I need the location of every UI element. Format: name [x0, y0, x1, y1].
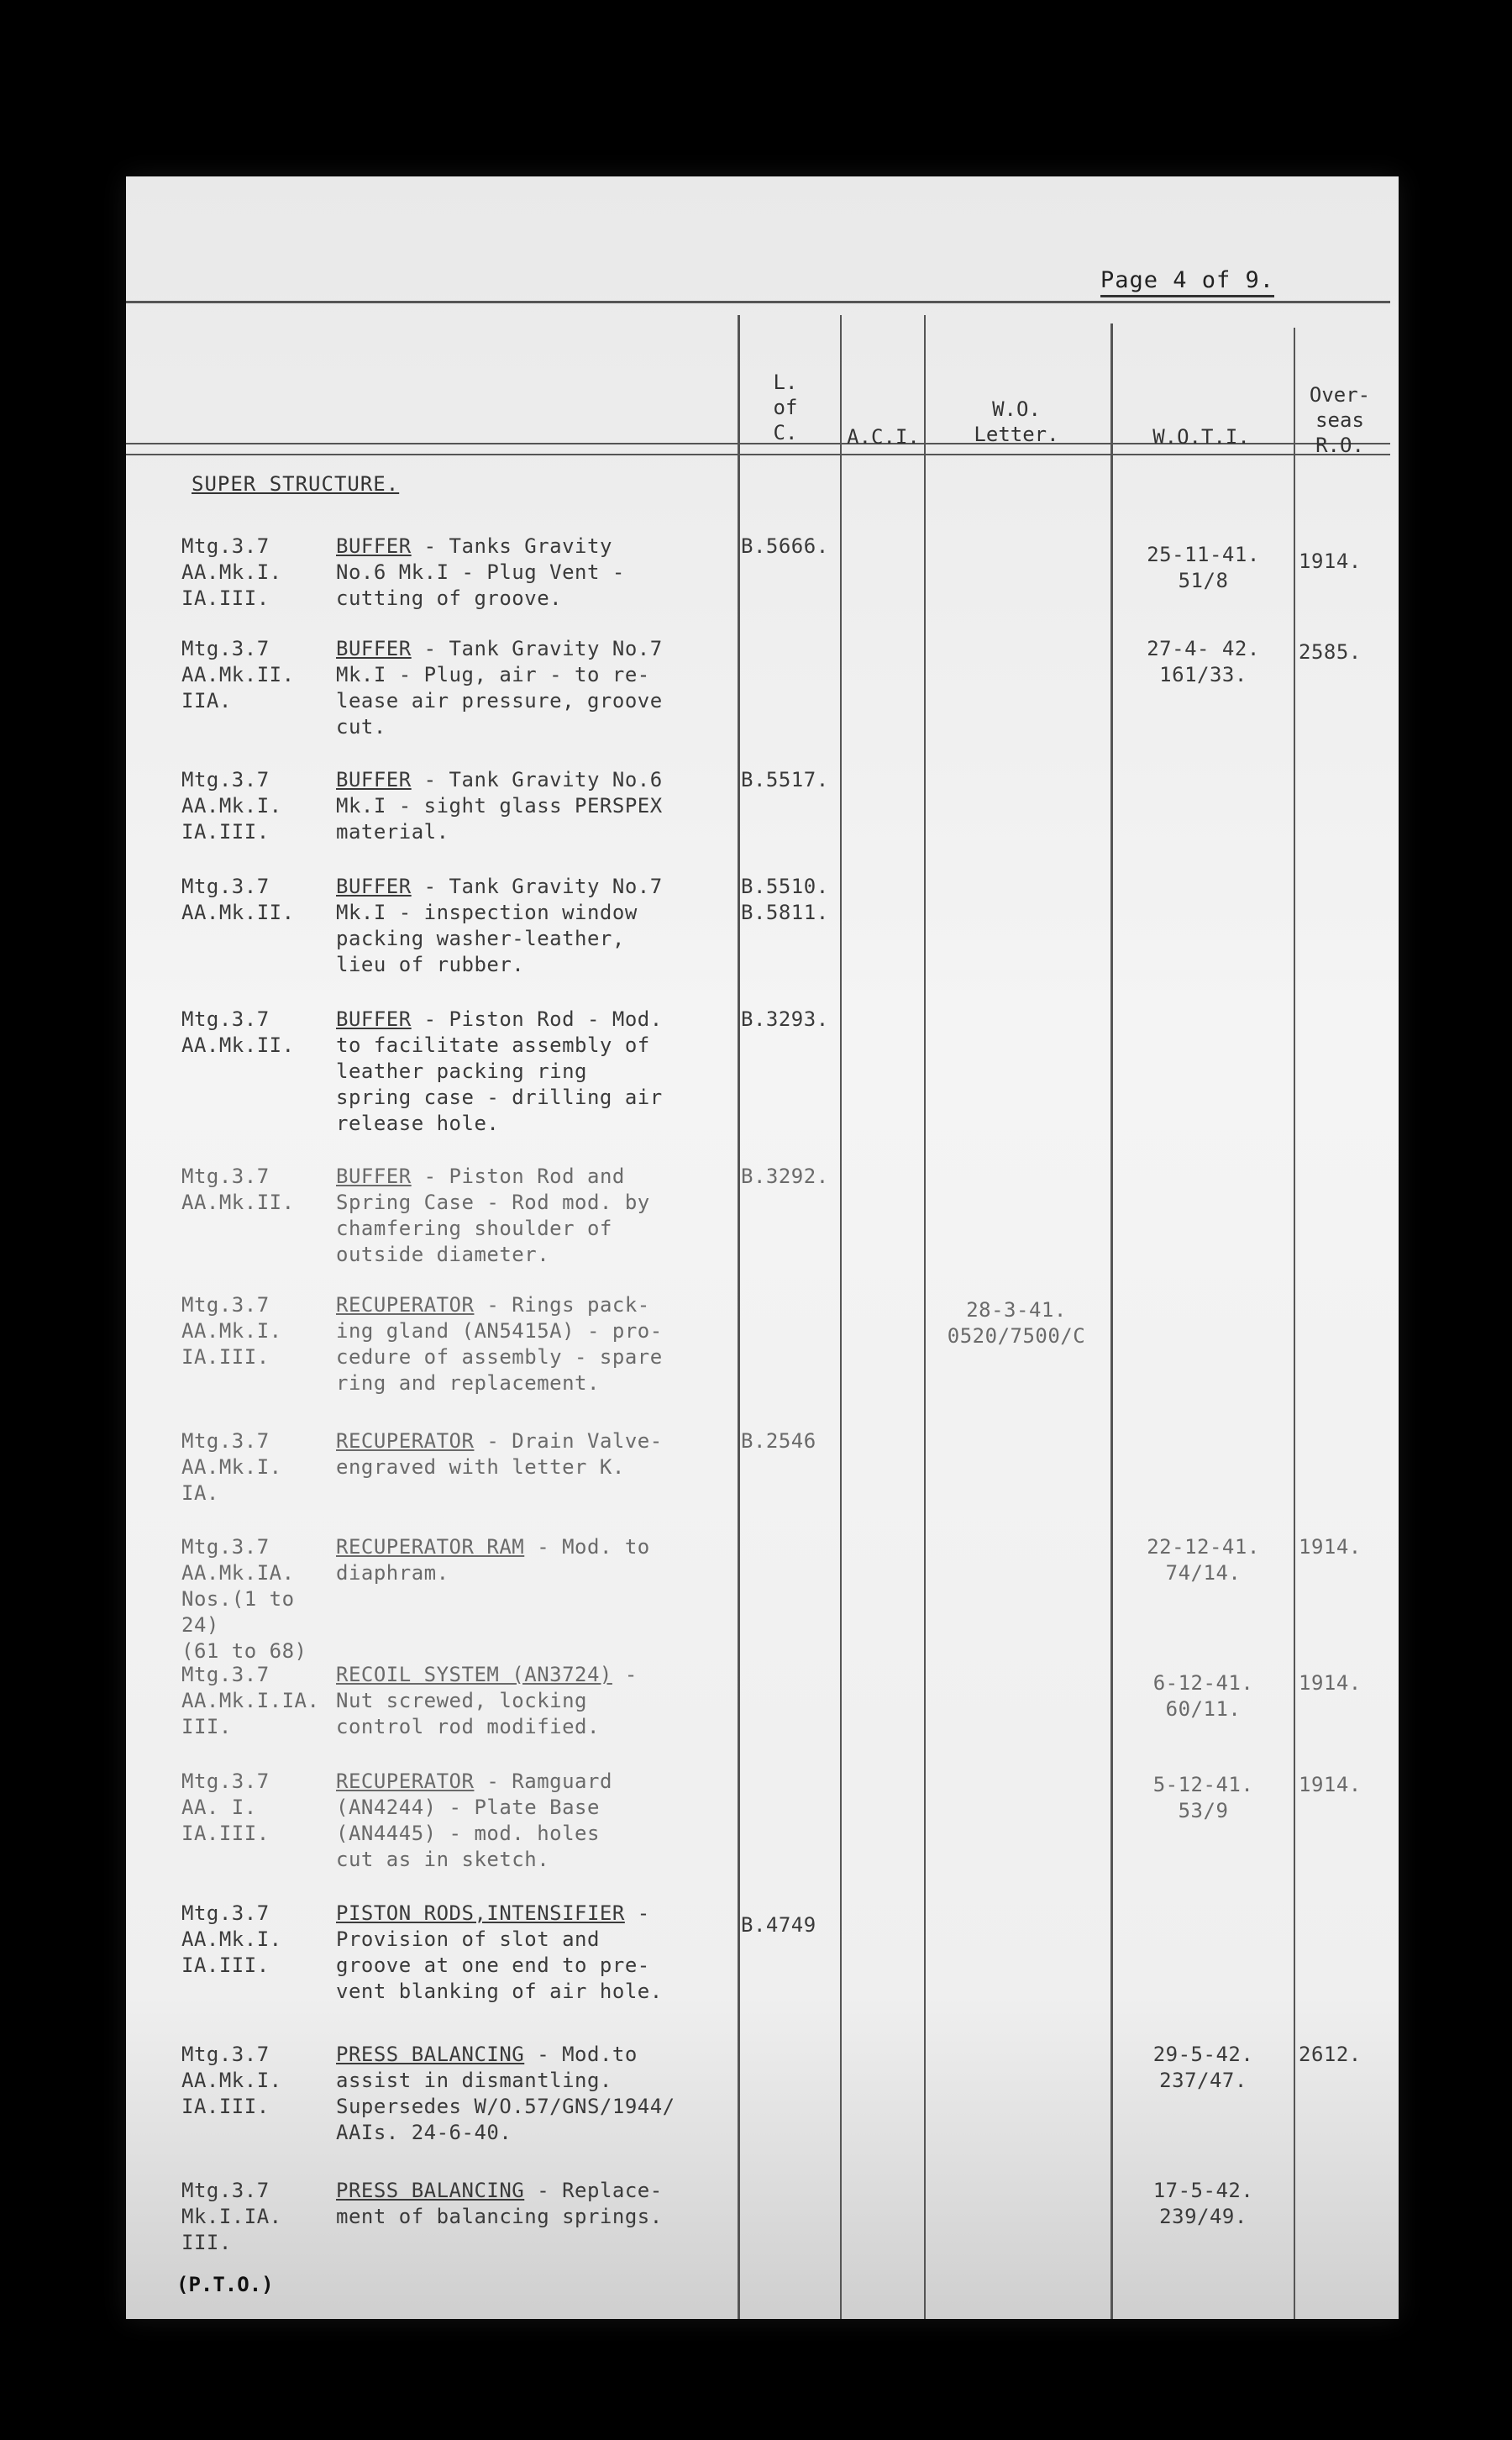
description-text: - Tanks Gravity No.6 Mk.I - Plug Vent - cutting of groove.	[336, 534, 625, 610]
description	[336, 1292, 731, 1396]
woti: 17-5-42. 239/49.	[1152, 2179, 1254, 2228]
description-text: - Mod.to assist in dismantling. Supersedes W/O.57/GNS/1944/ AAIs. 24-6-40.	[336, 2043, 675, 2144]
mounting: Mtg.3.7 AA.Mk.I. IA.III.	[181, 534, 282, 610]
description-text: - Tank Gravity No.7 Mk.I - inspection window packing washer-leather, lieu of rubber.	[336, 875, 663, 976]
description-heading: RECUPERATOR RAM	[336, 1535, 525, 1559]
header-rule-2	[126, 454, 1390, 455]
description	[336, 1164, 731, 1268]
wo-letter: 28-3-41. 0520/7500/C	[947, 1298, 1086, 1348]
top-rule	[126, 301, 1390, 303]
description	[336, 1901, 731, 2005]
mounting: Mtg.3.7 AA.Mk.I. IA.III.	[181, 2043, 282, 2118]
description-text: - Piston Rod and Spring Case - Rod mod. by chamfering shoulder of outside diameter.	[336, 1165, 650, 1266]
description-text: - Mod. to diaphram.	[336, 1535, 650, 1585]
description-text: - Replace- ment of balancing springs.	[336, 2179, 663, 2228]
col-header-overseas-ro: Over- seas R.O.	[1309, 383, 1371, 457]
col-header-aci: A.C.I.	[847, 425, 920, 449]
overseas-ro: 1914.	[1299, 1773, 1362, 1796]
description-text: - Tank Gravity No.7 Mk.I - Plug, air - to re- lease air pressure, groove cut.	[336, 637, 663, 739]
l-of-c: B.5666.	[741, 534, 829, 558]
mounting: Mtg.3.7 AA.Mk.IA. Nos.(1 to 24) (61 to 68)	[181, 1535, 307, 1663]
description-heading: RECOIL SYSTEM (AN3724)	[336, 1663, 612, 1686]
description	[336, 636, 731, 740]
mounting: Mtg.3.7 AA.Mk.II.	[181, 875, 295, 924]
col-rule-4	[1110, 323, 1113, 2319]
l-of-c: B.3292.	[741, 1165, 829, 1188]
woti: 29-5-42. 237/47.	[1152, 2043, 1254, 2092]
description-heading: PRESS BALANCING	[336, 2179, 525, 2202]
l-of-c: B.3293.	[741, 1007, 829, 1031]
l-of-c: B.2546	[741, 1429, 816, 1453]
please-turn-over: (P.T.O.)	[176, 2273, 274, 2296]
woti: 27-4- 42. 161/33.	[1147, 637, 1260, 686]
description	[336, 767, 731, 845]
description	[336, 874, 731, 978]
overseas-ro: 1914.	[1299, 550, 1362, 573]
description-text: - Tank Gravity No.6 Mk.I - sight glass PERSPEX material.	[336, 768, 663, 844]
overseas-ro: 1914.	[1299, 1671, 1362, 1695]
mounting: Mtg.3.7 AA.Mk.I. IA.III.	[181, 768, 282, 844]
l-of-c: B.4749	[741, 1913, 816, 1937]
document-page	[126, 176, 1399, 2319]
description	[336, 1662, 731, 1740]
woti: 25-11-41. 51/8	[1147, 543, 1260, 592]
description-heading: PRESS BALANCING	[336, 2043, 525, 2066]
description-text: - Nut screwed, locking control rod modified.	[336, 1663, 638, 1738]
description-text: - Ramguard (AN4244) - Plate Base (AN4445) - mod. holes cut as in sketch.	[336, 1770, 612, 1871]
description	[336, 1428, 731, 1480]
description-heading: BUFFER	[336, 534, 412, 558]
col-header-wo-letter: W.O. Letter.	[974, 397, 1059, 446]
mounting: Mtg.3.7 AA. I. IA.III.	[181, 1770, 270, 1845]
description	[336, 1769, 731, 1873]
col-rule-1	[738, 315, 740, 2319]
overseas-ro: 2585.	[1299, 640, 1362, 664]
col-header-l-of-c: L. of C.	[773, 371, 798, 444]
description-heading: RECUPERATOR	[336, 1429, 475, 1453]
description-heading: BUFFER	[336, 768, 412, 791]
description-heading: BUFFER	[336, 1165, 412, 1188]
woti: 5-12-41. 53/9	[1152, 1773, 1254, 1822]
description	[336, 1007, 731, 1137]
col-header-woti: W.O.T.I.	[1152, 425, 1250, 449]
l-of-c: B.5517.	[741, 768, 829, 791]
description-text: - Drain Valve- engraved with letter K.	[336, 1429, 663, 1479]
description-heading: RECUPERATOR	[336, 1293, 475, 1317]
mounting: Mtg.3.7 AA.Mk.I. IA.	[181, 1429, 282, 1505]
description-heading: BUFFER	[336, 637, 412, 660]
description-heading: BUFFER	[336, 875, 412, 898]
description	[336, 534, 731, 612]
description-text: - Provision of slot and groove at one end to pre- vent blanking of air hole.	[336, 1901, 663, 2003]
description	[336, 2178, 731, 2230]
description-heading: PISTON RODS,INTENSIFIER	[336, 1901, 625, 1925]
description-text: - Rings pack- ing gland (AN5415A) - pro- cedure of assembly - spare ring and replacement.	[336, 1293, 663, 1395]
col-rule-2	[840, 315, 842, 2319]
page-number: Page 4 of 9.	[1100, 267, 1274, 297]
description-heading: RECUPERATOR	[336, 1770, 475, 1793]
mounting: Mtg.3.7 AA.Mk.I. IA.III.	[181, 1901, 282, 1977]
col-rule-5	[1294, 328, 1295, 2319]
description-text: - Piston Rod - Mod. to facilitate assembly of leather packing ring spring case - drilling air release hole.	[336, 1007, 663, 1135]
mounting: Mtg.3.7 AA.Mk.II.	[181, 1165, 295, 1214]
mounting: Mtg.3.7 AA.Mk.II. IIA.	[181, 637, 295, 713]
section-title: SUPER STRUCTURE.	[192, 472, 400, 496]
overseas-ro: 2612.	[1299, 2043, 1362, 2066]
woti: 22-12-41. 74/14.	[1147, 1535, 1260, 1585]
description	[336, 2042, 731, 2146]
overseas-ro: 1914.	[1299, 1535, 1362, 1559]
mounting: Mtg.3.7 AA.Mk.I.IA. III.	[181, 1663, 320, 1738]
woti: 6-12-41. 60/11.	[1152, 1671, 1254, 1721]
l-of-c: B.5510. B.5811.	[741, 875, 829, 924]
description	[336, 1534, 731, 1586]
mounting: Mtg.3.7 AA.Mk.I. IA.III.	[181, 1293, 282, 1369]
mounting: Mtg.3.7 AA.Mk.II.	[181, 1007, 295, 1057]
mounting: Mtg.3.7 Mk.I.IA. III.	[181, 2179, 282, 2254]
description-heading: BUFFER	[336, 1007, 412, 1031]
